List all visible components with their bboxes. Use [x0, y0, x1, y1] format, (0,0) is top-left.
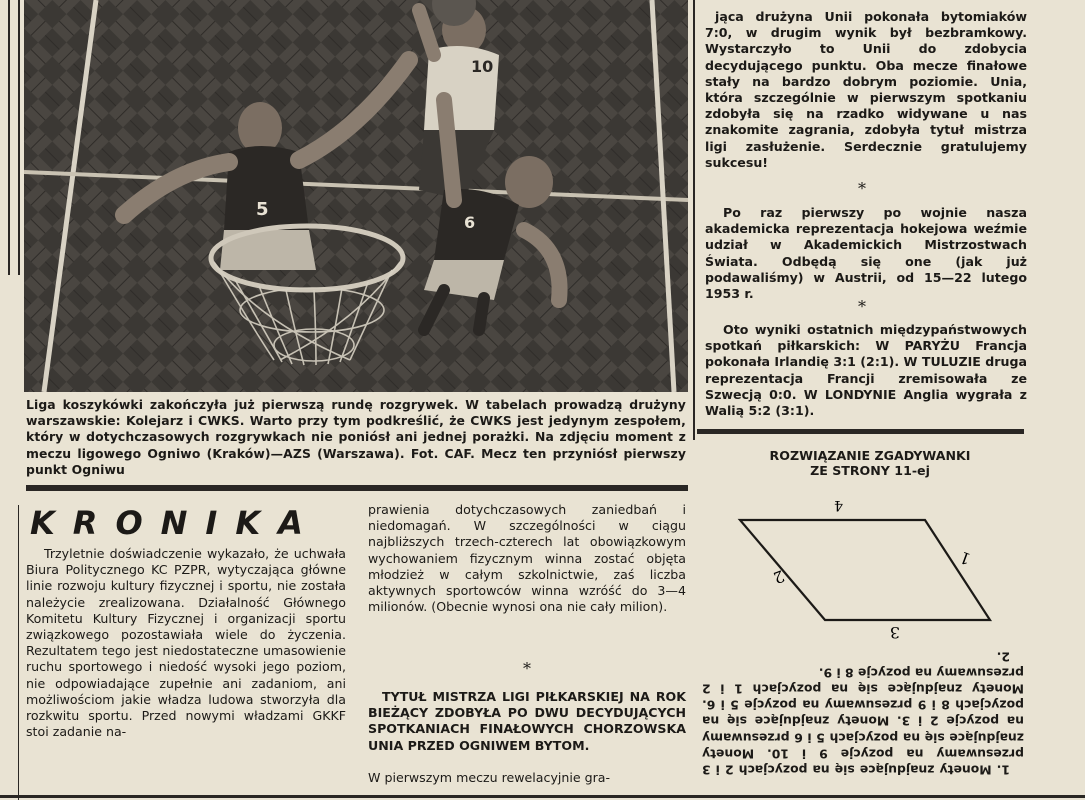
- right-column-article: [705, 9, 1027, 171]
- unia-article-continued: jąca drużyna Unii pokonała bytomiaków 7:0, w drugim wynik był bezbramkowy. Wystarczyło to Unii do zdobycia decydującego punktu. Oba mecze finałowe stały na bardzo dobrym poziomie. Unia, która szczególnie w pierwszym spotkaniu zdobyła się na rzadko widywane u nas znakomite zagrania, zdobyła tytuł mistrza ligi zasłużenie. Serdecznie gratulujemy sukcesu!: [705, 9, 1027, 170]
- football-results-text: Oto wyniki ostatnich międzypaństwowych spotkań piłkarskich: W PARYŻU Francja pokonała Irlandię 3:1 (2:1). W TULUZIE druga reprezentacja Francji zremisowała ze Szwecją 0:0. W LONDYNIE Anglia wygrała z Walią 5:2 (3:1).: [705, 322, 1027, 419]
- jersey-number-5: 5: [256, 199, 269, 220]
- kronika-top-rule: [26, 485, 688, 491]
- hockey-notice: [705, 205, 1027, 302]
- league-article-start: [368, 770, 686, 786]
- puzzle-parallelogram-diagram: [730, 495, 1020, 645]
- kronika-title: KRONIKA: [30, 504, 321, 542]
- kronika-col2-text: prawienia dotychczasowych zaniedbań i niedomagań. W szczególności w ciągu najbliższych trzech-czterech lat obowiązkowym wychowaniem fizycznym winna zostać objęta młodzież w całym szkolnictwie, zaś liczba aktywnych sportowców winna wzróść do 3—4 milionów. (Obecnie wynosi ona nie cały milion).: [368, 502, 686, 615]
- puzzle-solution-text: 1. Monety znajdujące się na pozycjach 2 i 3 przesuwamy na pozycje 9 i 10. Monety znajdujące się na pozycjach 5 i 6 przesuwamy na pozycje 2 i 3. Monety znajdujące się na pozycjach 8 i 9 przesuwamy na pozycje 5 i 6. Monety znajdujące się na pozycjach 1 i 2 przesuwamy na pozycje 8 i 9.: [702, 665, 1024, 778]
- side-label-bottom: 3: [889, 623, 900, 642]
- left-margin-rule-inner: [18, 0, 20, 275]
- puzzle-solution-step2: 2.: [996, 649, 1010, 665]
- kronika-left-rule: [18, 505, 19, 800]
- puzzle-heading-line2: ZE STRONY 11-ej: [810, 463, 930, 478]
- basketball-photo: [24, 0, 688, 392]
- kronika-separator-star: *: [523, 659, 531, 678]
- separator-star-2: *: [858, 297, 866, 316]
- league-headline-text: TYTUŁ MISTRZA LIGI PIŁKARSKIEJ NA ROK BIEŻĄCY ZDOBYŁA PO DWU DECYDUJĄCYCH SPOTKANIACH FINAŁOWYCH CHORZOWSKA UNIA PRZED OGNIWEM BYTOM.: [368, 689, 686, 753]
- side-label-left: 2: [770, 566, 787, 588]
- puzzle-solution-inverted: [702, 648, 1024, 778]
- separator-star-1: *: [858, 179, 866, 198]
- photo-caption: [26, 397, 686, 478]
- side-label-top: 4: [834, 497, 843, 513]
- puzzle-heading: [700, 448, 1040, 478]
- jersey-number-6: 6: [464, 213, 476, 232]
- hockey-notice-text: Po raz pierwszy po wojnie nasza akademicka reprezentacja hokejowa weźmie udział w Akademickich Mistrzostwach Świata. Odbędą się one (jak już podawaliśmy) w Austrii, od 15—22 lutego 1953 r.: [705, 205, 1027, 302]
- column-divider-rule: [693, 0, 695, 440]
- kronika-col1-text: Trzyletnie doświadczenie wykazało, że uchwała Biura Politycznego KC PZPR, wytyczająca główne linie rozwoju kultury fizycznej i sportu, nie została należycie zrealizowana. Działalność Głównego Komitetu Kultury Fizycznej i organizacji sportu związkowego pozostawiała wiele do życzenia. Rezultatem tego jest niedostateczne umasowienie ruchu sportowego i niedość wysoki jego poziom, nie odpowiadające zupełnie ani zadaniom, ani możliwościom jakie władza ludowa stworzyła dla rozkwitu sportu. Przed nowymi władzami GKKF stoi zadanie na-: [26, 546, 346, 740]
- basketball-photo-illustration: [24, 0, 688, 392]
- left-margin-rule: [8, 0, 10, 275]
- kronika-column-2: [368, 502, 686, 615]
- league-article-start-text: W pierwszym meczu rewelacyjnie gra-: [368, 770, 611, 785]
- jersey-number-10: 10: [471, 57, 494, 76]
- side-label-right: 1: [957, 547, 974, 569]
- league-headline: [368, 689, 686, 754]
- page-bottom-rule: [0, 795, 1085, 798]
- puzzle-top-rule: [697, 429, 1024, 434]
- puzzle-heading-line1: ROZWIĄZANIE ZGADYWANKI: [769, 448, 971, 463]
- football-results: [705, 322, 1027, 419]
- photo-caption-text: Liga koszykówki zakończyła już pierwszą rundę rozgrywek. W tabelach prowadzą drużyny warszawskie: Kolejarz i CWKS. Warto przy tym podkreślić, że CWKS jest jedynym zespołem, który w dotychczasowych rozgrywkach nie poniósł ani jednej porażki. Na zdjęciu moment z meczu ligowego Ogniwo (Kraków)—AZS (Warszawa). Fot. CAF. Mecz ten przyniósł pierwszy punkt Ogniwu: [26, 397, 686, 477]
- kronika-column-1: [26, 546, 346, 740]
